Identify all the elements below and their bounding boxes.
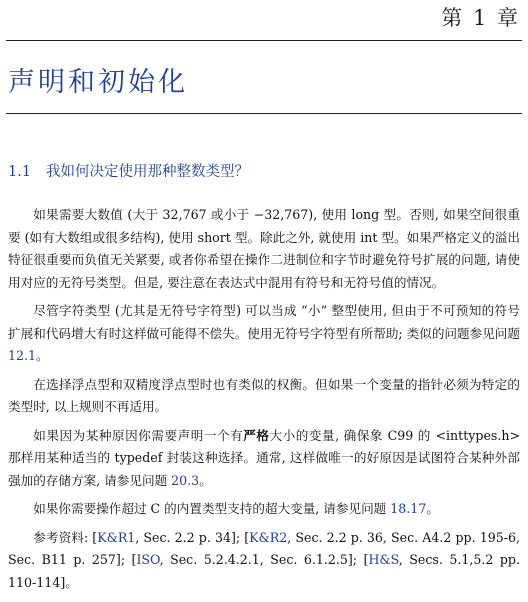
question-link-12-1[interactable]: 12.1	[8, 348, 37, 363]
references-text: , Sec. 5.2.4.2.1, Sec. 6.1.2.5]; [	[159, 552, 369, 567]
reference-link-iso[interactable]: ISO	[136, 552, 160, 567]
references-text: , Sec. 2.2 p. 36, Sec. A4.2 pp. 195-6, Sec. B11 p. 257]; [	[8, 529, 520, 567]
reference-link-hs[interactable]: H&S	[368, 552, 399, 567]
reference-link-kr1[interactable]: K&R1	[97, 529, 136, 545]
paragraph: 如果需要大数值 (大于 32,767 或小于 −32,767), 使用 long 型。否则, 如果空间很重要 (如有大数组或很多结构), 使用 short 型。除此之外, 就使用 int 型。如果严格定义的溢出特征很重要而负值无关紧要, 或者你希望在操作二进制位和字节时避免符号扩展的问题, 请使用对应的无符号类型。但是, 要注意在表达式中混用有符号和无符号值的情况。	[8, 207, 520, 290]
reference-link-kr2[interactable]: K&R2	[249, 529, 288, 545]
body-text	[8, 204, 520, 594]
top-rule	[6, 40, 522, 41]
chapter-title: 声明和初始化	[8, 67, 188, 98]
paragraph	[8, 498, 520, 521]
paragraph-text: 如果你需要操作超过 C 的内置类型支持的超大变量, 请参见问题	[33, 501, 391, 516]
emphasis-text: 严格	[243, 427, 270, 443]
paragraph-text: 如果因为某种原因你需要声明一个有	[33, 427, 244, 443]
section-heading	[8, 160, 249, 181]
references-text: , Sec. 2.2 p. 34]; [	[135, 529, 250, 545]
references-paragraph	[8, 527, 520, 595]
paragraph: 在选择浮点型和双精度浮点型时也有类似的权衡。但如果一个变量的指针必须为特定的类型时, 以上规则不再适用。	[8, 376, 520, 414]
bottom-rule	[6, 113, 522, 114]
chapter-label: 第 1 章	[441, 6, 520, 30]
paragraph-text: 尽管字符类型 (尤其是无符号字符型) 可以当成 “小” 整型使用, 但由于不可预知的符号扩展和代码增大有时这样做可能得不偿失。使用无符号字符型有所帮助; 类似的问题参见问题	[8, 303, 520, 341]
section-title: 我如何决定使用那种整数类型？	[46, 164, 249, 180]
question-link-18-17[interactable]: 18.17	[390, 501, 427, 516]
section-number: 1.1	[8, 164, 32, 180]
references-text: , Secs. 5.1,5.2 pp. 110-114]。	[8, 552, 520, 590]
paragraph-text: 。	[36, 348, 49, 363]
paragraph-text: 。	[199, 472, 212, 488]
paragraph-text: 大小的变量, 确保象 C99 的 <inttypes.h> 那样用某种适当的 typedef 封装这种选择。通常, 这样做唯一的好原因是试图符合某种外部强加的存储方案, 请参见问题	[8, 427, 521, 488]
references-text: 参考资料: [	[33, 529, 98, 545]
question-link-20-3[interactable]: 20.3	[171, 472, 200, 488]
paragraph-text: 。	[426, 501, 439, 516]
paragraph	[8, 300, 520, 368]
paragraph	[8, 425, 520, 493]
